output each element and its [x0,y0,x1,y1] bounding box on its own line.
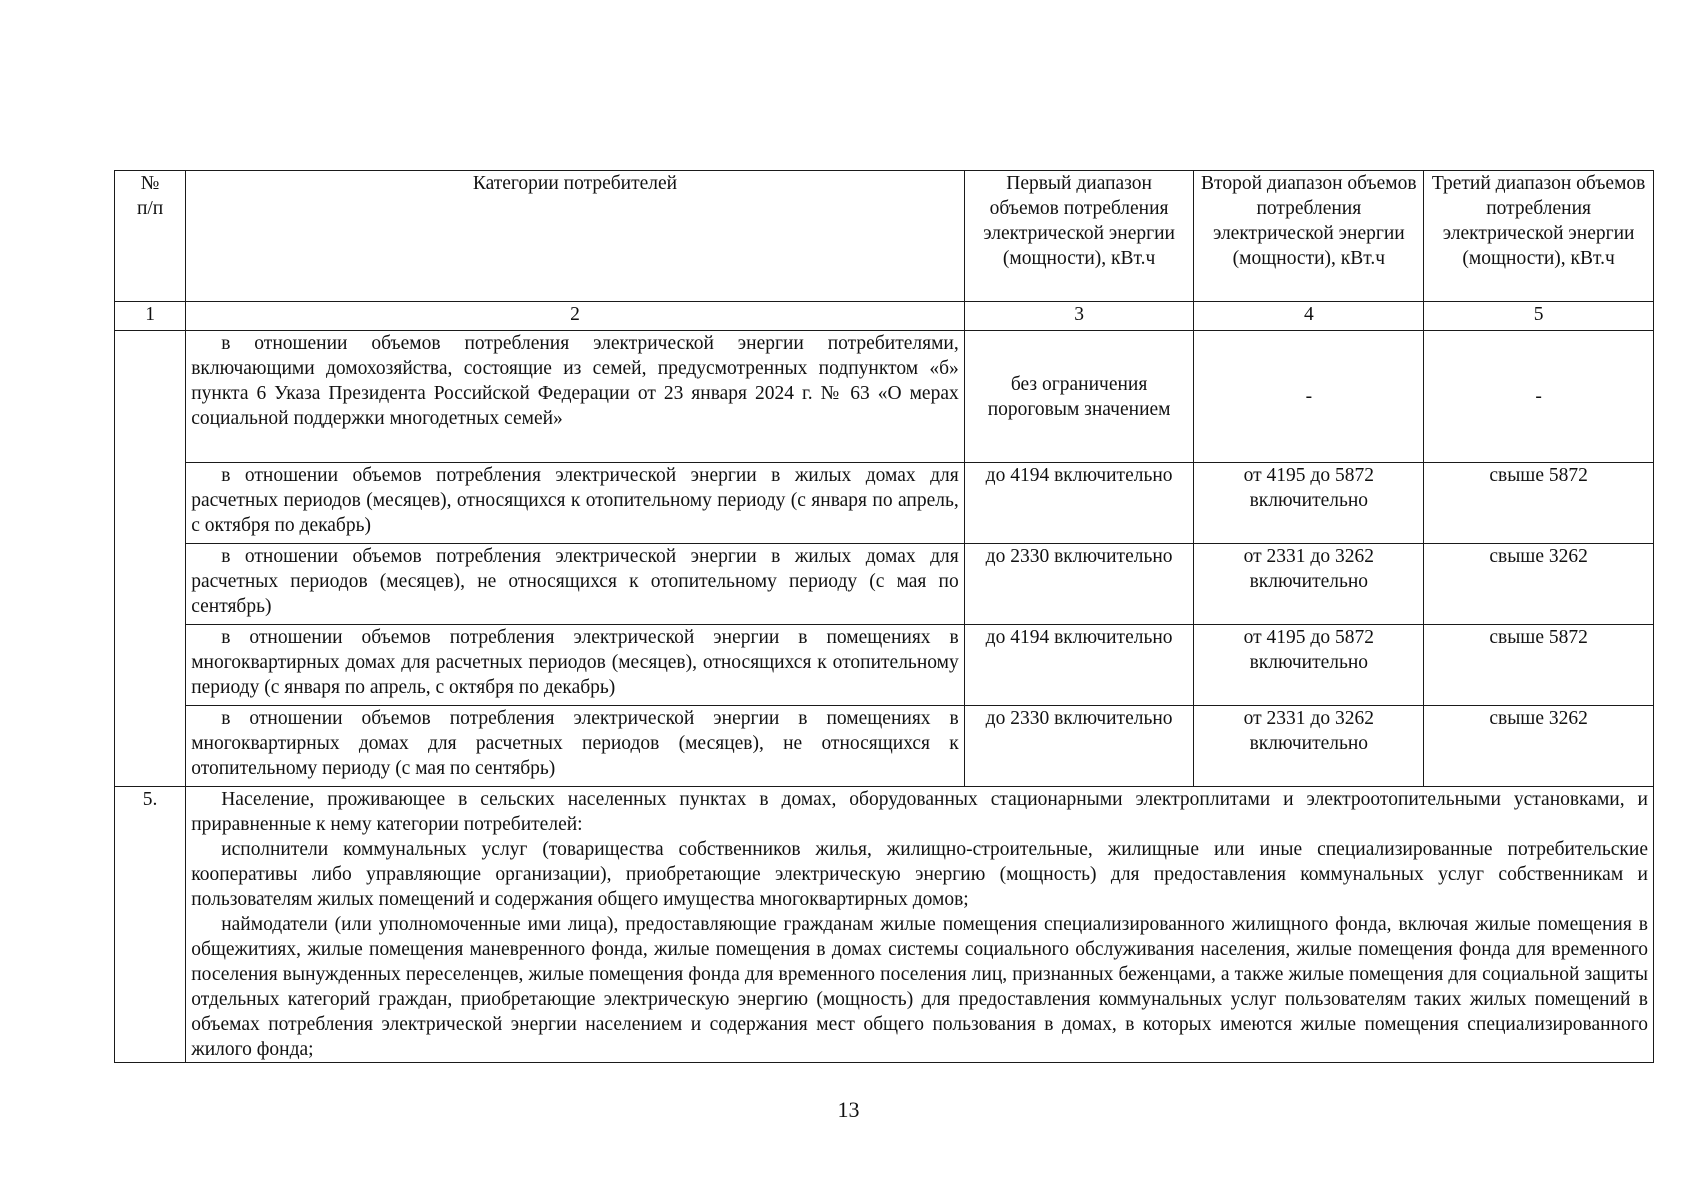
table-row [115,544,1654,625]
column-number: 1 [115,302,186,331]
row-range2: от 4195 до 5872 включительно [1194,625,1424,706]
header-range2: Второй диапазон объемов потребления электрической энергии (мощности), кВт.ч [1194,171,1424,302]
row-range1: до 2330 включительно [964,706,1194,787]
header-number: № п/п [115,171,186,302]
table-row [115,331,1654,463]
row-range2: от 2331 до 3262 включительно [1194,706,1424,787]
section-5-paragraph: исполнители коммунальных услуг (товарищества собственников жилья, жилищно-строительные, жилищные или иные специализированные потребительские кооперативы либо управляющие организации), приобретающие электрическую энергию (мощность) для предоставления коммунальных услуг собственникам и пользователям жилых помещений и содержания общего имущества многоквартирных домов; [191,839,1648,910]
section-5-paragraph: наймодатели (или уполномоченные ими лица), предоставляющие гражданам жилые помещения специализированного жилищного фонда, включая жилые помещения в общежитиях, жилые помещения маневренного фонда, жилые помещения в домах системы социального обслуживания населения, жилые помещения фонда для временного поселения вынужденных переселенцев, жилые помещения фонда для временного поселения лиц, признанных беженцами, а также жилые помещения для социальной защиты отдельных категорий граждан, приобретающие электрическую энергию (мощность) для предоставления коммунальных услуг пользователям таких жилых помещений в объемах потребления электрической энергии населением и содержания мест общего пользования в домах, в которых имеются жилые помещения специализированного жилого фонда; [191,914,1648,1060]
row-range3: свыше 5872 [1424,463,1654,544]
row-range2: от 2331 до 3262 включительно [1194,544,1424,625]
row-range1: до 4194 включительно [964,625,1194,706]
row-range1: до 2330 включительно [964,544,1194,625]
header-range3: Третий диапазон объемов потребления электрической энергии (мощности), кВт.ч [1424,171,1654,302]
row-range3: свыше 5872 [1424,625,1654,706]
row-range1: без ограничения пороговым значением [964,331,1194,463]
row-category: в отношении объемов потребления электрической энергии в жилых домах для расчетных периодов (месяцев), относящихся к отопительному периоду (с января по апрель, с октября по декабрь) [186,463,965,544]
row-range1: до 4194 включительно [964,463,1194,544]
section-5-row [115,787,1654,1063]
row-number-empty [115,331,186,787]
row-range2: от 4195 до 5872 включительно [1194,463,1424,544]
column-number: 5 [1424,302,1654,331]
header-category: Категории потребителей [186,171,965,302]
row-category: в отношении объемов потребления электрической энергии в помещениях в многоквартирных домах для расчетных периодов (месяцев), относящихся к отопительному периоду (с января по апрель, с октября по декабрь) [186,625,965,706]
table-row [115,625,1654,706]
table-row [115,463,1654,544]
row-range3: свыше 3262 [1424,706,1654,787]
section-5-number: 5. [115,787,186,1063]
row-range2: - [1194,331,1424,463]
section-5-text [186,787,1654,1063]
table-header-row [115,171,1654,302]
header-range1: Первый диапазон объемов потребления электрической энергии (мощности), кВт.ч [964,171,1194,302]
column-number: 4 [1194,302,1424,331]
column-number: 3 [964,302,1194,331]
section-5-paragraph: Население, проживающее в сельских населенных пунктах в домах, оборудованных стационарными электроплитами и электроотопительными установками, и приравненные к нему категории потребителей: [191,789,1648,835]
row-category: в отношении объемов потребления электрической энергии потребителями, включающими домохозяйства, состоящие из семей, предусмотренных подпунктом «б» пункта 6 Указа Президента Российской Федерации от 23 января 2024 г. № 63 «О мерах социальной поддержки многодетных семей» [186,331,965,463]
column-number-row [115,302,1654,331]
table-row [115,706,1654,787]
column-number: 2 [186,302,965,331]
row-category: в отношении объемов потребления электрической энергии в помещениях в многоквартирных домах для расчетных периодов (месяцев), не относящихся к отопительному периоду (с мая по сентябрь) [186,706,965,787]
tariff-table [114,170,1654,1063]
page-number: 13 [837,1097,860,1122]
row-range3: свыше 3262 [1424,544,1654,625]
row-range3: - [1424,331,1654,463]
row-category: в отношении объемов потребления электрической энергии в жилых домах для расчетных периодов (месяцев), не относящихся к отопительному периоду (с мая по сентябрь) [186,544,965,625]
